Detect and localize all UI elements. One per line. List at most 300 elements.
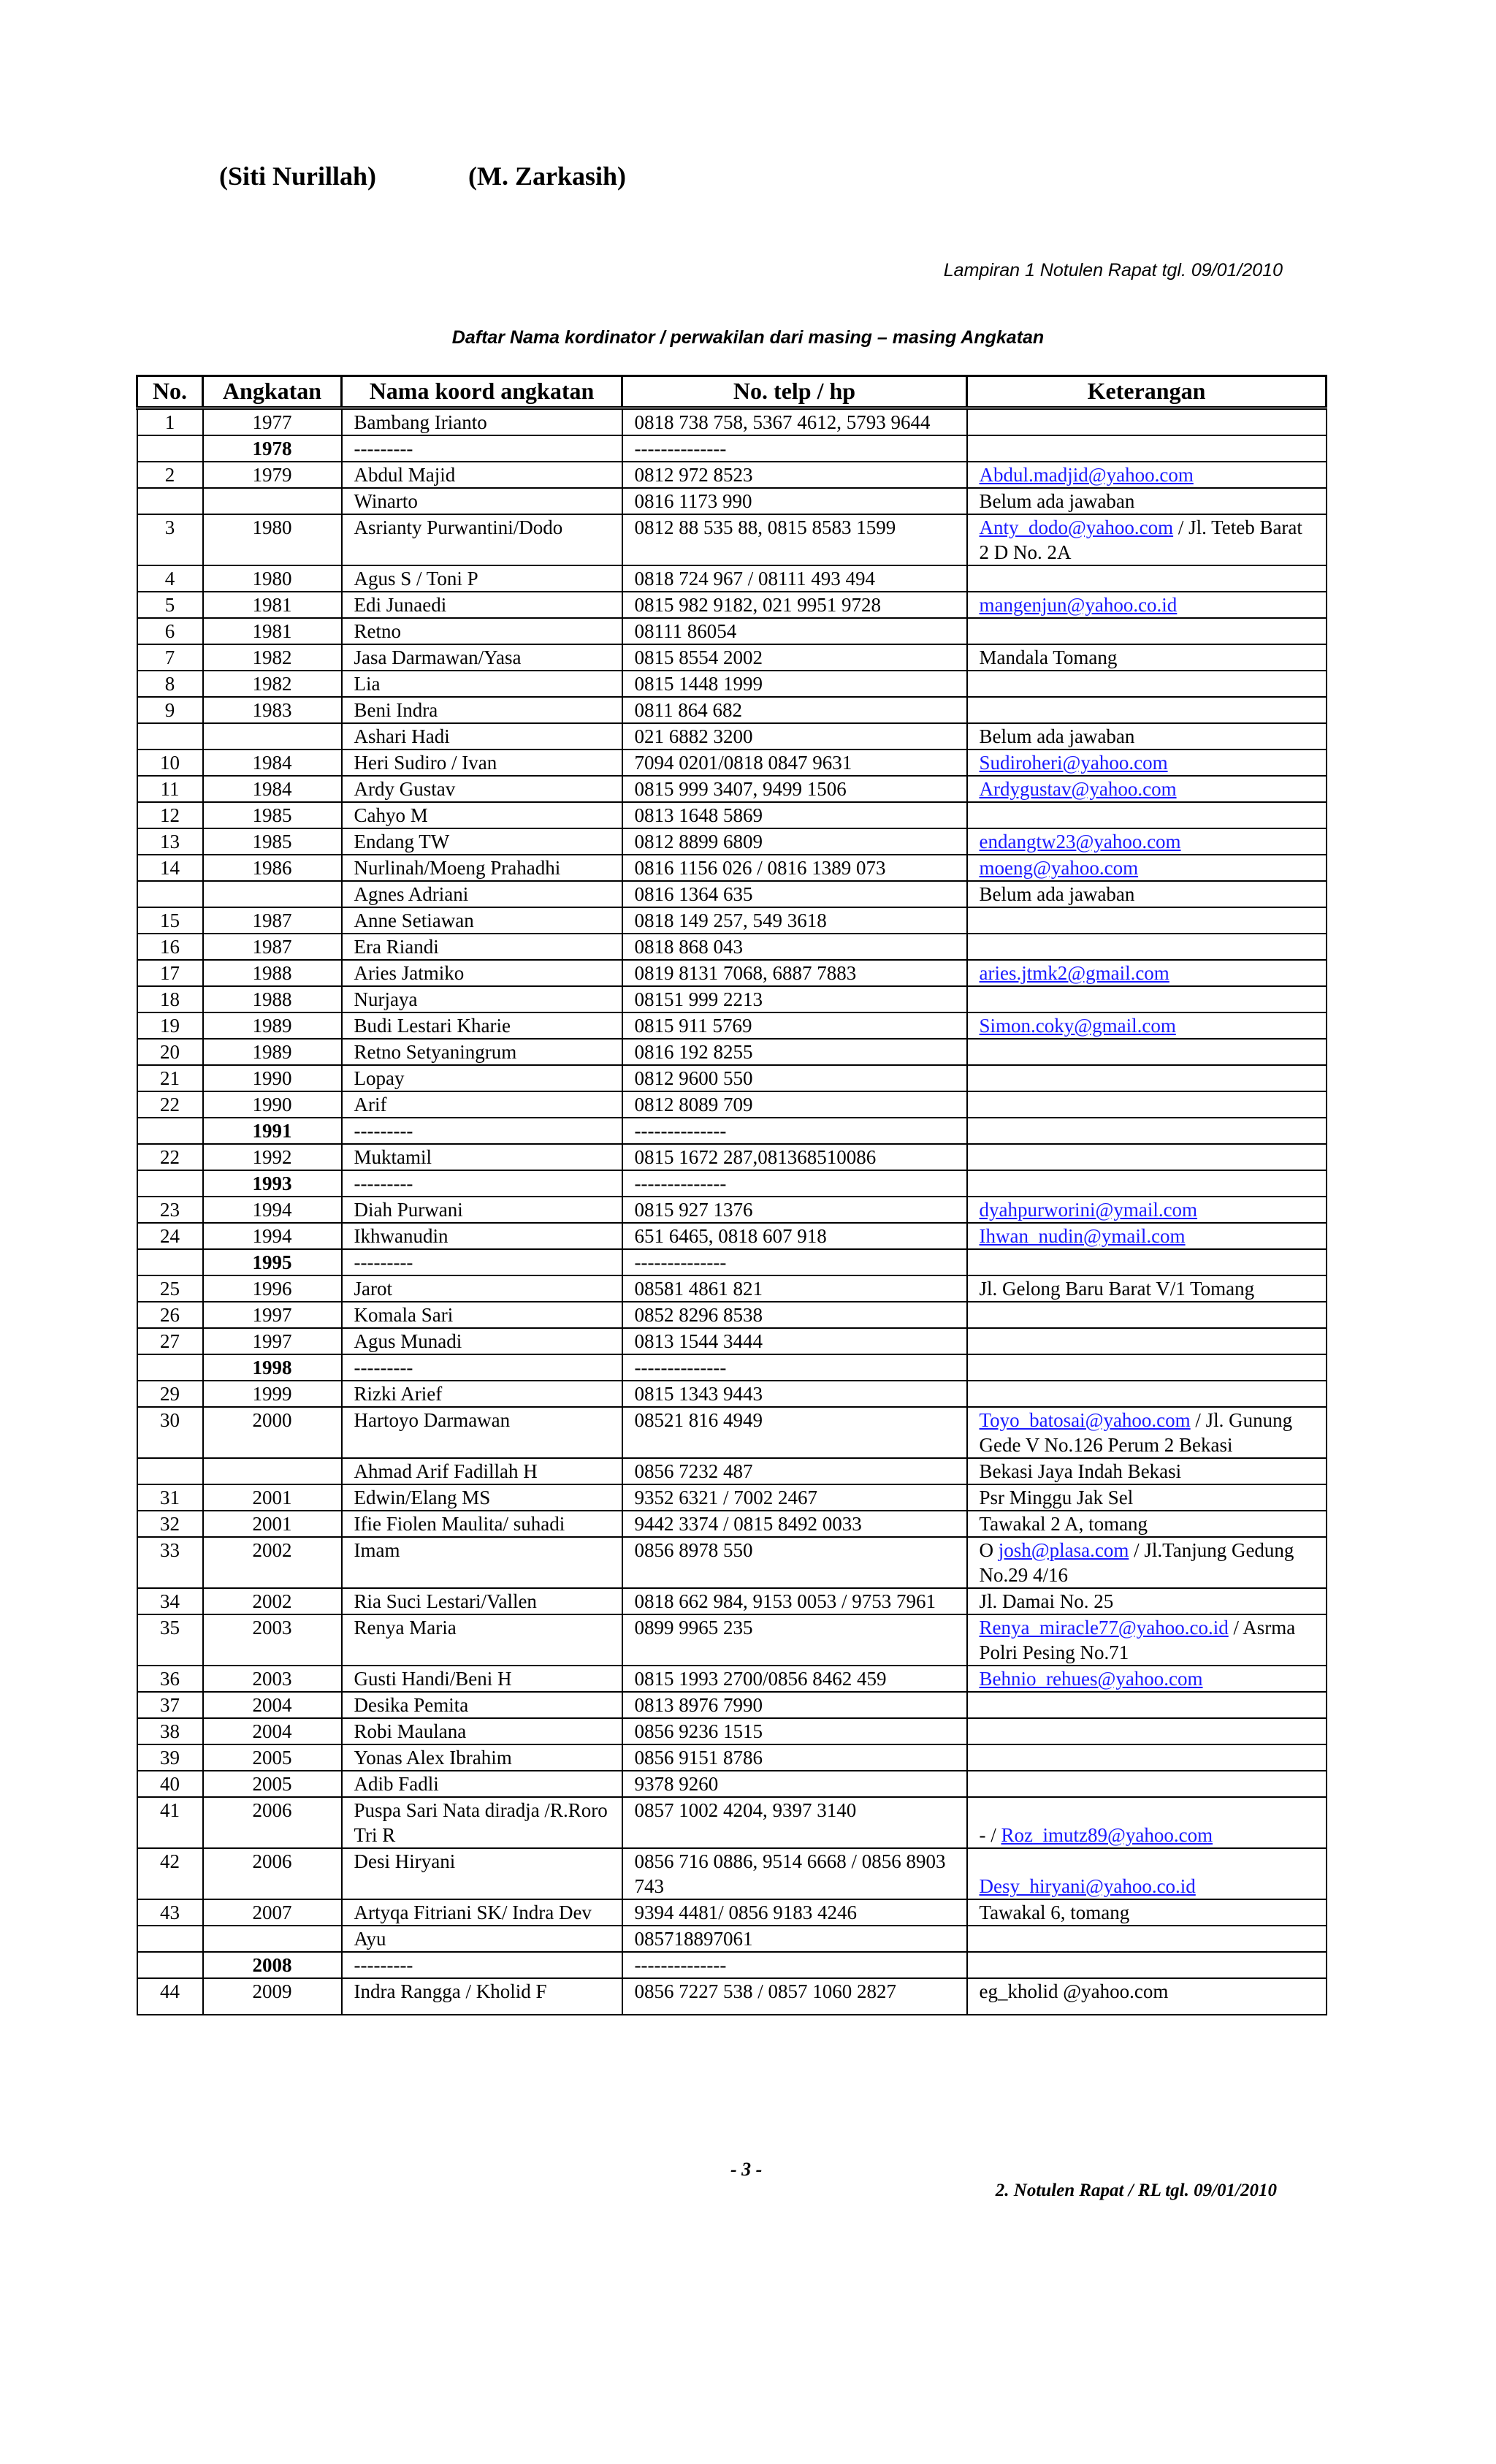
- cell-telp: 0811 864 682: [622, 697, 967, 723]
- table-row: [137, 618, 1327, 644]
- table-row: [137, 1354, 1327, 1381]
- header-telp: No. telp / hp: [622, 376, 967, 408]
- attachment-note: Lampiran 1 Notulen Rapat tgl. 09/01/2010: [943, 260, 1283, 281]
- header-no: No.: [137, 376, 203, 408]
- cell-angkatan: 2005: [203, 1771, 342, 1797]
- cell-keterangan: [967, 1484, 1327, 1511]
- table-row: [137, 1511, 1327, 1537]
- cell-telp: --------------: [622, 435, 967, 462]
- keterangan-text: / Jl. Teteb Barat 2 D No. 2A: [979, 516, 1302, 563]
- cell-keterangan: [967, 1926, 1327, 1952]
- cell-keterangan: [967, 488, 1327, 514]
- cell-angkatan: 1982: [203, 644, 342, 671]
- cell-angkatan: 1995: [203, 1249, 342, 1275]
- cell-angkatan: 2001: [203, 1511, 342, 1537]
- cell-telp: 0856 8978 550: [622, 1537, 967, 1588]
- cell-no: 22: [137, 1144, 203, 1170]
- cell-telp: 0815 1993 2700/0856 8462 459: [622, 1666, 967, 1692]
- cell-telp: --------------: [622, 1249, 967, 1275]
- cell-angkatan: 1991: [203, 1118, 342, 1144]
- table-row: [137, 986, 1327, 1012]
- cell-telp: 0815 982 9182, 021 9951 9728: [622, 592, 967, 618]
- cell-nama: Desi Hiryani: [342, 1848, 622, 1899]
- email-link[interactable]: Toyo_batosai@yahoo.com: [979, 1409, 1191, 1431]
- table-row: [137, 1614, 1327, 1666]
- cell-nama: Hartoyo Darmawan: [342, 1407, 622, 1458]
- email-link[interactable]: Behnio_rehues@yahoo.com: [979, 1668, 1203, 1690]
- cell-no: 6: [137, 618, 203, 644]
- table-row: [137, 1926, 1327, 1952]
- cell-keterangan: [967, 802, 1327, 828]
- cell-keterangan: [967, 1952, 1327, 1978]
- keterangan-text: Mandala Tomang: [979, 646, 1118, 668]
- cell-keterangan: [967, 1666, 1327, 1692]
- cell-nama: Cahyo M: [342, 802, 622, 828]
- cell-no: 21: [137, 1065, 203, 1091]
- cell-nama: Beni Indra: [342, 697, 622, 723]
- cell-nama: Adib Fadli: [342, 1771, 622, 1797]
- cell-angkatan: 2001: [203, 1484, 342, 1511]
- email-link[interactable]: mangenjun@yahoo.co.id: [979, 594, 1178, 616]
- cell-no: [137, 488, 203, 514]
- email-link[interactable]: Ardygustav@yahoo.com: [979, 778, 1177, 800]
- cell-angkatan: 1997: [203, 1302, 342, 1328]
- table-row: [137, 514, 1327, 565]
- table-row: [137, 408, 1327, 436]
- cell-angkatan: 1993: [203, 1170, 342, 1197]
- cell-no: 20: [137, 1039, 203, 1065]
- cell-no: [137, 1354, 203, 1381]
- cell-no: 13: [137, 828, 203, 855]
- cell-nama: Agus S / Toni P: [342, 565, 622, 592]
- cell-no: 25: [137, 1275, 203, 1302]
- cell-nama: Robi Maulana: [342, 1718, 622, 1744]
- cell-nama: Retno: [342, 618, 622, 644]
- cell-angkatan: [203, 723, 342, 750]
- cell-nama: Desika Pemita: [342, 1692, 622, 1718]
- table-row: [137, 1588, 1327, 1614]
- table-row: [137, 1275, 1327, 1302]
- cell-no: 4: [137, 565, 203, 592]
- cell-no: 1: [137, 408, 203, 436]
- cell-angkatan: 2002: [203, 1537, 342, 1588]
- cell-telp: 0813 8976 7990: [622, 1692, 967, 1718]
- table-row: [137, 1484, 1327, 1511]
- table-row: [137, 1692, 1327, 1718]
- cell-keterangan: [967, 1118, 1327, 1144]
- header-keterangan: Keterangan: [967, 376, 1327, 408]
- cell-angkatan: 2007: [203, 1899, 342, 1926]
- cell-nama: Nurlinah/Moeng Prahadhi: [342, 855, 622, 881]
- cell-no: [137, 723, 203, 750]
- cell-angkatan: 1987: [203, 934, 342, 960]
- cell-keterangan: [967, 1275, 1327, 1302]
- table-row: [137, 776, 1327, 802]
- cell-telp: 0857 1002 4204, 9397 3140: [622, 1797, 967, 1848]
- cell-nama: ---------: [342, 435, 622, 462]
- cell-angkatan: 1989: [203, 1012, 342, 1039]
- table-row: [137, 1771, 1327, 1797]
- table-row: [137, 1407, 1327, 1458]
- table-row: [137, 1458, 1327, 1484]
- keterangan-text: Tawakal 2 A, tomang: [979, 1513, 1148, 1535]
- cell-telp: 651 6465, 0818 607 918: [622, 1223, 967, 1249]
- cell-telp: 0856 9151 8786: [622, 1744, 967, 1771]
- email-link[interactable]: Roz_imutz89@yahoo.com: [1001, 1824, 1213, 1846]
- cell-keterangan: [967, 408, 1327, 436]
- cell-no: [137, 1249, 203, 1275]
- cell-keterangan: [967, 1065, 1327, 1091]
- cell-keterangan: [967, 1718, 1327, 1744]
- table-row: [137, 1718, 1327, 1744]
- cell-telp: 0818 662 984, 9153 0053 / 9753 7961: [622, 1588, 967, 1614]
- cell-no: [137, 1952, 203, 1978]
- cell-nama: ---------: [342, 1249, 622, 1275]
- cell-angkatan: 1977: [203, 408, 342, 436]
- cell-nama: Nurjaya: [342, 986, 622, 1012]
- table-row: [137, 592, 1327, 618]
- cell-nama: Imam: [342, 1537, 622, 1588]
- cell-angkatan: 2006: [203, 1797, 342, 1848]
- cell-no: 11: [137, 776, 203, 802]
- table-row: [137, 1899, 1327, 1926]
- cell-telp: 9394 4481/ 0856 9183 4246: [622, 1899, 967, 1926]
- cell-angkatan: 2000: [203, 1407, 342, 1458]
- table-row: [137, 1170, 1327, 1197]
- cell-no: 12: [137, 802, 203, 828]
- cell-telp: 0815 1448 1999: [622, 671, 967, 697]
- cell-angkatan: 1994: [203, 1223, 342, 1249]
- cell-nama: Ikhwanudin: [342, 1223, 622, 1249]
- cell-telp: 0856 9236 1515: [622, 1718, 967, 1744]
- cell-angkatan: 1997: [203, 1328, 342, 1354]
- cell-angkatan: [203, 1458, 342, 1484]
- cell-nama: Gusti Handi/Beni H: [342, 1666, 622, 1692]
- cell-telp: 085718897061: [622, 1926, 967, 1952]
- cell-angkatan: 2004: [203, 1692, 342, 1718]
- cell-no: 26: [137, 1302, 203, 1328]
- cell-angkatan: 1989: [203, 1039, 342, 1065]
- keterangan-text: Jl. Damai No. 25: [979, 1590, 1114, 1612]
- keterangan-text: eg_kholid @yahoo.com: [979, 1980, 1169, 2002]
- cell-no: 19: [137, 1012, 203, 1039]
- cell-angkatan: [203, 1926, 342, 1952]
- cell-no: 10: [137, 750, 203, 776]
- table-row: [137, 1012, 1327, 1039]
- cell-nama: Abdul Majid: [342, 462, 622, 488]
- cell-keterangan: [967, 1302, 1327, 1328]
- cell-keterangan: [967, 1170, 1327, 1197]
- keterangan-text: Jl. Gelong Baru Barat V/1 Tomang: [979, 1278, 1255, 1300]
- cell-angkatan: 2004: [203, 1718, 342, 1744]
- cell-angkatan: 2008: [203, 1952, 342, 1978]
- cell-nama: Heri Sudiro / Ivan: [342, 750, 622, 776]
- cell-no: 29: [137, 1381, 203, 1407]
- cell-telp: 0816 1173 990: [622, 488, 967, 514]
- cell-telp: 08111 86054: [622, 618, 967, 644]
- keterangan-text: / Asrma Polri Pesing No.71: [979, 1617, 1296, 1663]
- cell-no: [137, 1118, 203, 1144]
- table-header-row: [137, 376, 1327, 408]
- cell-nama: Asrianty Purwantini/Dodo: [342, 514, 622, 565]
- table-row: [137, 435, 1327, 462]
- email-link[interactable]: Simon.coky@gmail.com: [979, 1015, 1176, 1037]
- cell-keterangan: [967, 1588, 1327, 1614]
- cell-telp: 0815 1672 287,081368510086: [622, 1144, 967, 1170]
- cell-keterangan: [967, 1771, 1327, 1797]
- email-link[interactable]: Anty_dodo@yahoo.com: [979, 516, 1174, 538]
- table-row: [137, 1328, 1327, 1354]
- signature-name-2: (M. Zarkasih): [468, 161, 626, 191]
- table-row: [137, 881, 1327, 907]
- cell-angkatan: 1998: [203, 1354, 342, 1381]
- table-row: [137, 828, 1327, 855]
- cell-nama: Rizki Arief: [342, 1381, 622, 1407]
- footer-note: 2. Notulen Rapat / RL tgl. 09/01/2010: [995, 2181, 1277, 2200]
- cell-angkatan: 2006: [203, 1848, 342, 1899]
- keterangan-text: / Jl. Gunung Gede V No.126 Perum 2 Bekasi: [979, 1409, 1293, 1456]
- cell-telp: 08521 816 4949: [622, 1407, 967, 1458]
- table-row: [137, 1118, 1327, 1144]
- table-row: [137, 462, 1327, 488]
- cell-nama: Komala Sari: [342, 1302, 622, 1328]
- cell-telp: 0812 8089 709: [622, 1091, 967, 1118]
- cell-telp: 0852 8296 8538: [622, 1302, 967, 1328]
- cell-telp: 7094 0201/0818 0847 9631: [622, 750, 967, 776]
- cell-angkatan: 1979: [203, 462, 342, 488]
- cell-telp: 0812 88 535 88, 0815 8583 1599: [622, 514, 967, 565]
- cell-angkatan: 1996: [203, 1275, 342, 1302]
- table-row: [137, 802, 1327, 828]
- cell-keterangan: [967, 618, 1327, 644]
- cell-angkatan: 2005: [203, 1744, 342, 1771]
- cell-keterangan: [967, 1039, 1327, 1065]
- coordinator-table: [136, 375, 1327, 2015]
- cell-keterangan: [967, 776, 1327, 802]
- cell-telp: 0818 868 043: [622, 934, 967, 960]
- cell-no: 31: [137, 1484, 203, 1511]
- cell-angkatan: 2003: [203, 1614, 342, 1666]
- cell-keterangan: [967, 435, 1327, 462]
- keterangan-text: Bekasi Jaya Indah Bekasi: [979, 1460, 1182, 1482]
- cell-angkatan: 1984: [203, 776, 342, 802]
- cell-no: 7: [137, 644, 203, 671]
- cell-telp: 9442 3374 / 0815 8492 0033: [622, 1511, 967, 1537]
- cell-keterangan: [967, 514, 1327, 565]
- cell-no: 36: [137, 1666, 203, 1692]
- cell-nama: Ashari Hadi: [342, 723, 622, 750]
- table-caption: Daftar Nama kordinator / perwakilan dari masing – masing Angkatan: [451, 327, 1045, 348]
- cell-telp: 0815 8554 2002: [622, 644, 967, 671]
- cell-nama: Jasa Darmawan/Yasa: [342, 644, 622, 671]
- email-link[interactable]: Sudiroheri@yahoo.com: [979, 752, 1168, 774]
- cell-no: 35: [137, 1614, 203, 1666]
- cell-keterangan: [967, 1249, 1327, 1275]
- cell-keterangan: [967, 1012, 1327, 1039]
- email-link[interactable]: Ihwan_nudin@ymail.com: [979, 1225, 1186, 1247]
- email-link[interactable]: moeng@yahoo.com: [979, 857, 1139, 879]
- cell-nama: Edwin/Elang MS: [342, 1484, 622, 1511]
- table-row: [137, 697, 1327, 723]
- cell-nama: Agus Munadi: [342, 1328, 622, 1354]
- cell-no: 43: [137, 1899, 203, 1926]
- cell-telp: --------------: [622, 1354, 967, 1381]
- cell-keterangan: [967, 1458, 1327, 1484]
- keterangan-text: Tawakal 6, tomang: [979, 1902, 1130, 1923]
- keterangan-text: Belum ada jawaban: [979, 725, 1135, 747]
- cell-angkatan: 1992: [203, 1144, 342, 1170]
- table-row: [137, 1381, 1327, 1407]
- cell-no: 22: [137, 1091, 203, 1118]
- cell-keterangan: [967, 671, 1327, 697]
- cell-keterangan: [967, 750, 1327, 776]
- cell-angkatan: 1980: [203, 565, 342, 592]
- cell-telp: 0812 8899 6809: [622, 828, 967, 855]
- cell-nama: Era Riandi: [342, 934, 622, 960]
- email-link[interactable]: endangtw23@yahoo.com: [979, 831, 1181, 853]
- table-row: [137, 907, 1327, 934]
- header-angkatan: Angkatan: [203, 376, 342, 408]
- cell-telp: 0815 911 5769: [622, 1012, 967, 1039]
- table-row: [137, 565, 1327, 592]
- table-row: [137, 1144, 1327, 1170]
- cell-no: [137, 1458, 203, 1484]
- table-row: [137, 750, 1327, 776]
- email-link[interactable]: Renya_miracle77@yahoo.co.id: [979, 1617, 1229, 1639]
- cell-no: [137, 881, 203, 907]
- cell-nama: Endang TW: [342, 828, 622, 855]
- cell-angkatan: 1988: [203, 986, 342, 1012]
- cell-telp: 021 6882 3200: [622, 723, 967, 750]
- cell-angkatan: 1980: [203, 514, 342, 565]
- cell-telp: 0813 1648 5869: [622, 802, 967, 828]
- cell-telp: 08151 999 2213: [622, 986, 967, 1012]
- cell-no: 18: [137, 986, 203, 1012]
- cell-nama: Jarot: [342, 1275, 622, 1302]
- cell-keterangan: [967, 723, 1327, 750]
- email-link[interactable]: josh@plasa.com: [998, 1539, 1129, 1561]
- cell-keterangan: [967, 907, 1327, 934]
- cell-angkatan: 1984: [203, 750, 342, 776]
- cell-nama: Arif: [342, 1091, 622, 1118]
- cell-angkatan: 1987: [203, 907, 342, 934]
- cell-nama: Edi Junaedi: [342, 592, 622, 618]
- cell-keterangan: [967, 1692, 1327, 1718]
- cell-telp: 0813 1544 3444: [622, 1328, 967, 1354]
- cell-telp: 0856 7227 538 / 0857 1060 2827: [622, 1978, 967, 2015]
- table-row: [137, 1797, 1327, 1848]
- cell-telp: 0815 999 3407, 9499 1506: [622, 776, 967, 802]
- table-row: [137, 1197, 1327, 1223]
- cell-nama: Winarto: [342, 488, 622, 514]
- cell-angkatan: 1983: [203, 697, 342, 723]
- email-link[interactable]: Desy_hiryani@yahoo.co.id: [979, 1875, 1196, 1897]
- cell-telp: 0818 724 967 / 08111 493 494: [622, 565, 967, 592]
- cell-keterangan: [967, 828, 1327, 855]
- cell-no: 37: [137, 1692, 203, 1718]
- cell-angkatan: [203, 881, 342, 907]
- keterangan-text: Belum ada jawaban: [979, 490, 1135, 512]
- page-number: - 3 -: [730, 2159, 763, 2180]
- cell-angkatan: 1999: [203, 1381, 342, 1407]
- cell-angkatan: 1994: [203, 1197, 342, 1223]
- cell-no: 34: [137, 1588, 203, 1614]
- cell-angkatan: 1978: [203, 435, 342, 462]
- cell-keterangan: [967, 697, 1327, 723]
- cell-telp: 0816 1364 635: [622, 881, 967, 907]
- cell-nama: Anne Setiawan: [342, 907, 622, 934]
- header-nama: Nama koord angkatan: [342, 376, 622, 408]
- table-row: [137, 671, 1327, 697]
- cell-telp: 0856 716 0886, 9514 6668 / 0856 8903 743: [622, 1848, 967, 1899]
- cell-angkatan: 1981: [203, 618, 342, 644]
- table-row: [137, 1537, 1327, 1588]
- email-link[interactable]: aries.jtmk2@gmail.com: [979, 962, 1169, 984]
- cell-no: 30: [137, 1407, 203, 1458]
- cell-no: [137, 1926, 203, 1952]
- cell-telp: 0812 972 8523: [622, 462, 967, 488]
- cell-no: 2: [137, 462, 203, 488]
- cell-nama: Ardy Gustav: [342, 776, 622, 802]
- table-row: [137, 1065, 1327, 1091]
- cell-no: 39: [137, 1744, 203, 1771]
- cell-keterangan: [967, 1797, 1327, 1848]
- keterangan-text: / Jl.Tanjung Gedung No.29 4/16: [979, 1539, 1294, 1586]
- cell-no: 24: [137, 1223, 203, 1249]
- cell-keterangan: [967, 1144, 1327, 1170]
- email-link[interactable]: dyahpurworini@ymail.com: [979, 1199, 1198, 1221]
- keterangan-prefix: O: [979, 1539, 999, 1561]
- cell-keterangan: [967, 592, 1327, 618]
- cell-telp: 0818 149 257, 549 3618: [622, 907, 967, 934]
- cell-no: 44: [137, 1978, 203, 2015]
- table-row: [137, 1978, 1327, 2015]
- cell-keterangan: [967, 1223, 1327, 1249]
- signature-name-1: (Siti Nurillah): [219, 161, 377, 191]
- keterangan-text: Psr Minggu Jak Sel: [979, 1487, 1134, 1508]
- email-link[interactable]: Abdul.madjid@yahoo.com: [979, 464, 1194, 486]
- cell-no: 41: [137, 1797, 203, 1848]
- table-row: [137, 1091, 1327, 1118]
- cell-keterangan: [967, 462, 1327, 488]
- cell-angkatan: 1982: [203, 671, 342, 697]
- table-row: [137, 855, 1327, 881]
- cell-telp: --------------: [622, 1952, 967, 1978]
- cell-keterangan: [967, 934, 1327, 960]
- cell-no: 23: [137, 1197, 203, 1223]
- cell-no: 38: [137, 1718, 203, 1744]
- cell-nama: Ria Suci Lestari/Vallen: [342, 1588, 622, 1614]
- cell-nama: Indra Rangga / Kholid F: [342, 1978, 622, 2015]
- table-row: [137, 934, 1327, 960]
- cell-no: 16: [137, 934, 203, 960]
- cell-keterangan: [967, 1744, 1327, 1771]
- cell-angkatan: 1985: [203, 828, 342, 855]
- cell-no: 3: [137, 514, 203, 565]
- cell-no: 27: [137, 1328, 203, 1354]
- cell-keterangan: [967, 855, 1327, 881]
- cell-telp: 0812 9600 550: [622, 1065, 967, 1091]
- cell-keterangan: [967, 1511, 1327, 1537]
- cell-telp: 0819 8131 7068, 6887 7883: [622, 960, 967, 986]
- cell-angkatan: 1986: [203, 855, 342, 881]
- cell-nama: Renya Maria: [342, 1614, 622, 1666]
- table-row: [137, 1848, 1327, 1899]
- cell-telp: 0899 9965 235: [622, 1614, 967, 1666]
- table-row: [137, 644, 1327, 671]
- cell-telp: 9352 6321 / 7002 2467: [622, 1484, 967, 1511]
- table-row: [137, 960, 1327, 986]
